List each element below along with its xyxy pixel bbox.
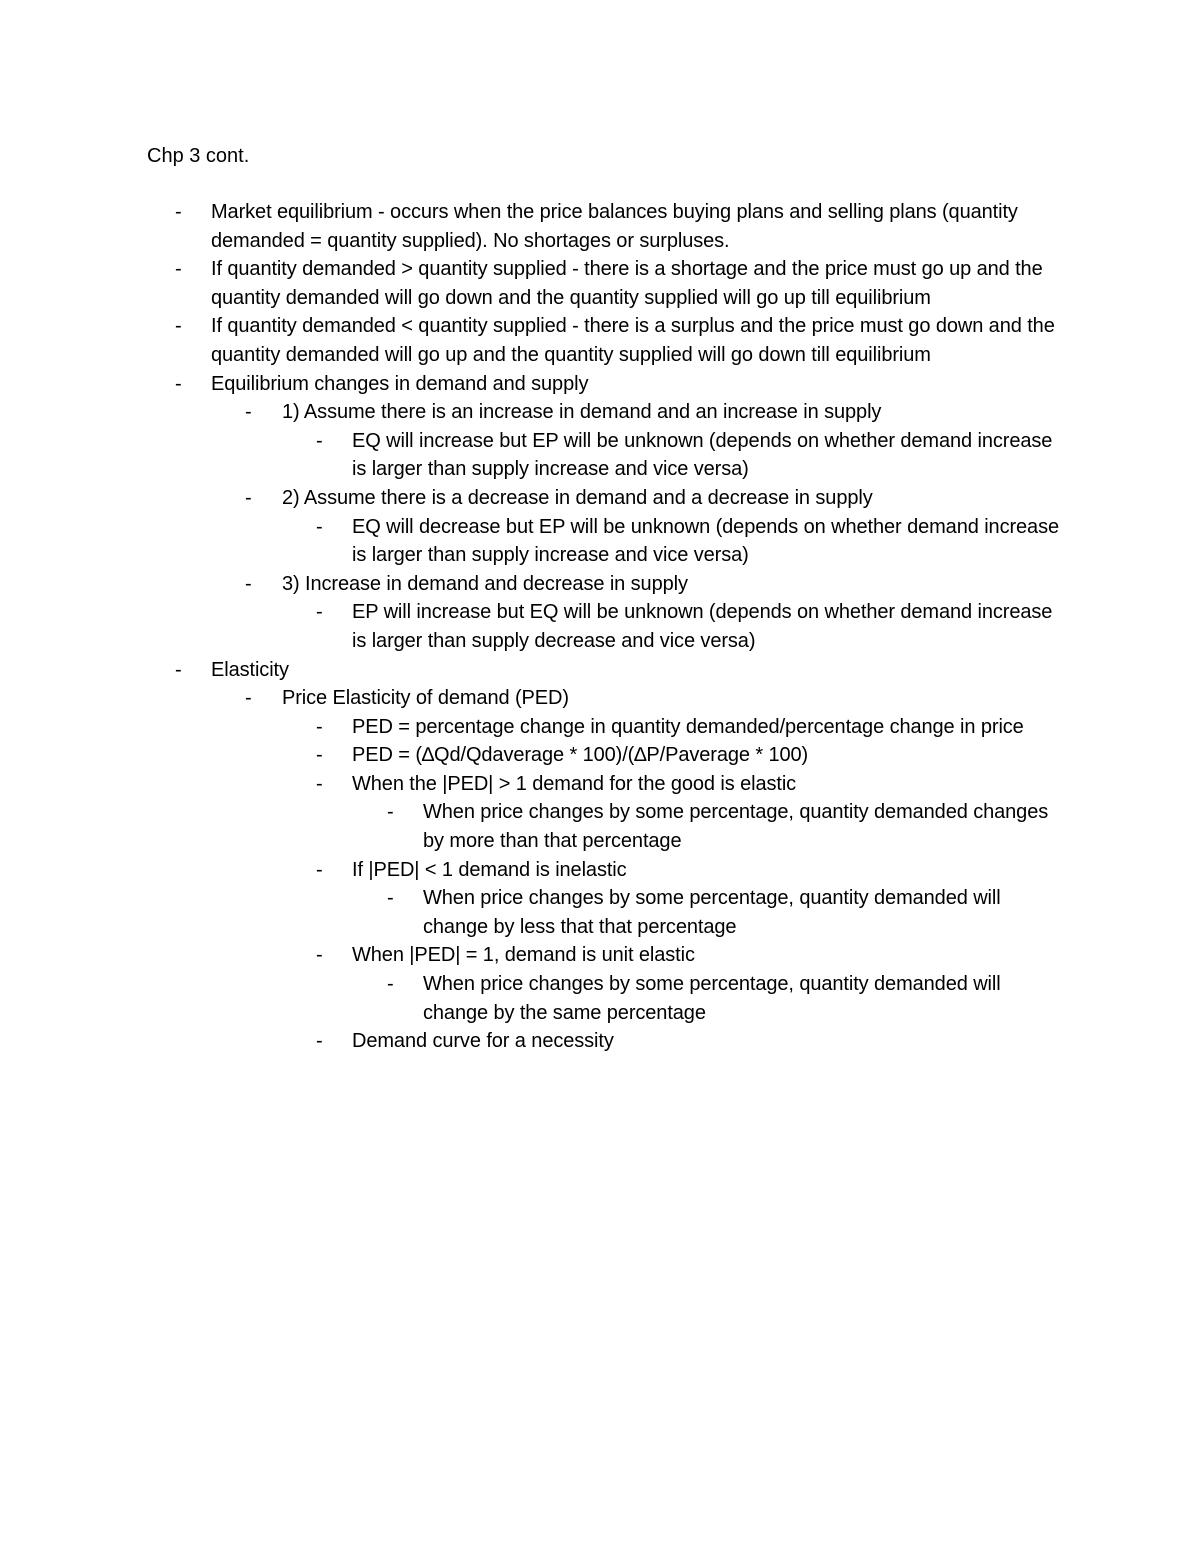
- list-item: [0, 570, 1062, 599]
- list-item: [0, 770, 1064, 799]
- dash-bullet-icon: -: [316, 744, 323, 767]
- list-item: [0, 1027, 1064, 1056]
- list-item: [0, 398, 1062, 427]
- list-item-text: 1) Assume there is an increase in demand and an increase in supply: [282, 401, 882, 424]
- dash-bullet-icon: -: [387, 887, 394, 910]
- list-item-text: 3) Increase in demand and decrease in supply: [282, 572, 688, 595]
- list-item-text: When price changes by some percentage, quantity demanded changes by more than that percentage: [423, 801, 1049, 853]
- list-item: [0, 312, 1061, 369]
- dash-bullet-icon: -: [316, 858, 323, 881]
- page-title: Chp 3 cont.: [147, 145, 250, 167]
- list-item-text: PED = percentage change in quantity demanded/percentage change in price: [352, 715, 1024, 738]
- list-item-text: When |PED| = 1, demand is unit elastic: [352, 944, 695, 967]
- list-item-text: PED = (∆Qd/Qdaverage * 100)/(∆P/Paverage * 100): [352, 744, 809, 767]
- notes-list: [0, 198, 1200, 1056]
- list-item: [0, 713, 1064, 742]
- dash-bullet-icon: -: [175, 372, 182, 395]
- dash-bullet-icon: -: [316, 1030, 323, 1053]
- list-item-text: If quantity demanded < quantity supplied - there is a surplus and the price must go down and the quantity demanded will go up and the quantity supplied will go down till equilibrium: [211, 315, 1055, 366]
- list-item-text: When the |PED| > 1 demand for the good is elastic: [352, 772, 797, 795]
- list-item-text: When price changes by some percentage, quantity demanded will change by less that that percentage: [423, 887, 1001, 938]
- dash-bullet-icon: -: [316, 429, 323, 452]
- list-item-text: Demand curve for a necessity: [352, 1030, 614, 1053]
- list-item: [0, 741, 1064, 770]
- list-item-text: 2) Assume there is a decrease in demand and a decrease in supply: [282, 486, 873, 509]
- list-item: [0, 598, 1064, 655]
- dash-bullet-icon: -: [245, 687, 252, 710]
- dash-bullet-icon: -: [175, 258, 182, 281]
- list-item: [0, 656, 1061, 685]
- list-item-text: Equilibrium changes in demand and supply: [211, 372, 589, 395]
- list-item: [0, 484, 1062, 513]
- list-item: [0, 941, 1064, 970]
- list-item: [0, 370, 1061, 399]
- dash-bullet-icon: -: [316, 515, 323, 538]
- dash-bullet-icon: -: [316, 944, 323, 967]
- list-item-text: EQ will decrease but EP will be unknown (depends on whether demand increase is larger than supply increase and vice versa): [352, 515, 1059, 567]
- dash-bullet-icon: -: [245, 401, 252, 424]
- dash-bullet-icon: -: [175, 201, 182, 223]
- list-item-text: If |PED| < 1 demand is inelastic: [352, 858, 627, 881]
- dash-bullet-icon: -: [175, 658, 182, 681]
- list-item: [0, 684, 1062, 713]
- list-item: [0, 856, 1064, 885]
- list-item: [0, 427, 1064, 484]
- list-item-text: EP will increase but EQ will be unknown (depends on whether demand increase is larger than supply decrease and vice versa): [352, 601, 1053, 652]
- list-item-text: EQ will increase but EP will be unknown (depends on whether demand increase is larger than supply increase and vice versa): [352, 429, 1053, 481]
- list-item: [0, 513, 1064, 570]
- list-item: [0, 798, 1063, 855]
- list-item-text: Price Elasticity of demand (PED): [282, 687, 569, 710]
- list-item: [0, 198, 1061, 255]
- list-item: [0, 970, 1063, 1027]
- dash-bullet-icon: -: [245, 486, 252, 509]
- dash-bullet-icon: -: [387, 801, 394, 824]
- dash-bullet-icon: -: [316, 772, 323, 795]
- list-item-text: When price changes by some percentage, quantity demanded will change by the same percentage: [423, 973, 1001, 1024]
- dash-bullet-icon: -: [175, 315, 182, 338]
- dash-bullet-icon: -: [316, 601, 323, 624]
- dash-bullet-icon: -: [245, 572, 252, 595]
- list-item-text: Elasticity: [211, 658, 289, 681]
- dash-bullet-icon: -: [387, 973, 394, 996]
- list-item: [0, 884, 1063, 941]
- list-item-text: Market equilibrium - occurs when the price balances buying plans and selling plans (quantity demanded = quantity supplied). No shortages or surpluses.: [211, 201, 1018, 252]
- list-item-text: If quantity demanded > quantity supplied - there is a shortage and the price must go up and the quantity demanded will go down and the quantity supplied will go up till equilibrium: [211, 258, 1043, 309]
- list-item: [0, 255, 1061, 312]
- dash-bullet-icon: -: [316, 715, 323, 738]
